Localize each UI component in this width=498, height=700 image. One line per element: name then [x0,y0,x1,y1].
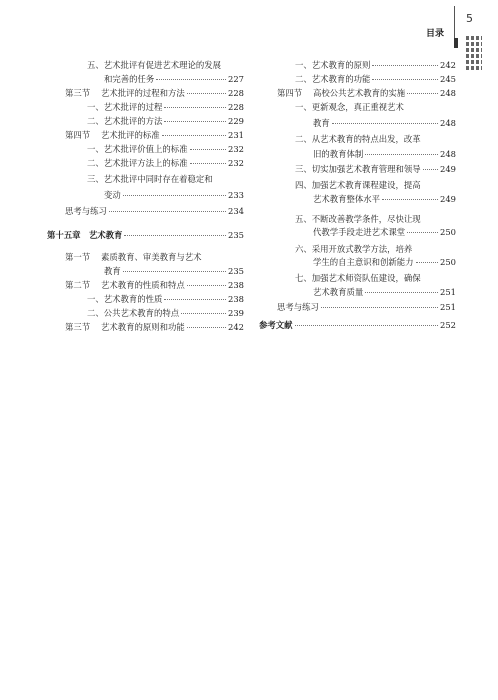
toc-chapter[interactable] [47,229,244,242]
toc-entry-title: 艺术教育质量 [313,287,364,297]
toc-entry[interactable] [295,73,456,86]
section-title: 艺术批评的标准 [101,130,160,140]
section-number: 第三节 [65,88,91,98]
dot-leader [109,211,226,212]
toc-page-number: 235 [228,230,244,240]
toc-page-number: 228 [228,102,244,112]
toc-entry[interactable] [87,101,244,114]
dot-leader [382,199,438,200]
header-rule [454,6,455,38]
header-bar [454,38,458,48]
toc-entry[interactable] [104,73,244,86]
toc-entry-title: 一、艺术教育的性质 [87,294,163,304]
toc-page-number: 248 [440,118,456,128]
toc-page-number: 234 [228,206,244,216]
toc-page-number: 239 [228,308,244,318]
dot-leader [164,299,226,300]
dot-leader [187,93,226,94]
toc-entry-title: 变动 [104,190,121,200]
dot-leader [407,232,438,233]
toc-entry[interactable] [313,256,456,269]
section-title: 艺术教育的性质和特点 [101,280,185,290]
toc-page-number: 248 [440,149,456,159]
toc-entry[interactable] [87,307,244,320]
page-number: 5 [466,12,473,25]
toc-entry[interactable] [295,59,456,72]
dot-leader [190,163,227,164]
toc-page-number: 227 [228,74,244,84]
section-title: 素质教育、审美教育与艺术 [101,252,202,262]
toc-page-number: 250 [440,257,456,267]
toc-page-number: 249 [440,164,456,174]
toc-entry-title: 二、艺术批评的方法 [87,116,163,126]
toc-entry[interactable] [277,301,456,314]
dot-leader [416,262,439,263]
toc-entry-title: 教育 [313,118,330,128]
dot-leader [162,135,226,136]
section-title: 高校公共艺术教育的实施 [313,88,406,98]
dot-leader [407,93,438,94]
dot-leader [187,285,226,286]
toc-entry[interactable] [87,293,244,306]
toc-page-number: 242 [228,322,244,332]
toc-section[interactable] [65,279,244,292]
section-title: 艺术批评的过程和方法 [101,88,185,98]
toc-section[interactable] [104,265,244,278]
toc-section[interactable] [65,129,244,142]
toc-entry-title: 思考与练习 [277,302,319,312]
toc-entry-title: 一、艺术批评价值上的标准 [87,144,188,154]
toc-page-number: 242 [440,60,456,70]
section-number: 第三节 [65,322,91,332]
chapter-title: 参考文献 [259,320,293,330]
toc-entry-line: 七、加强艺术师资队伍建设，确保 [295,273,421,283]
toc-entry[interactable] [313,286,456,299]
toc-entry-line: 二、从艺术教育的特点出发，改革 [295,134,421,144]
dot-leader [332,123,438,124]
dot-leader [365,292,438,293]
toc-page-number: 238 [228,280,244,290]
dot-leader [190,149,227,150]
toc-section[interactable] [65,321,244,334]
dot-leader [321,307,438,308]
page-title: 目录 [426,29,445,39]
toc-entry-line: 六、采用开放式教学方法，培养 [295,244,413,254]
dot-leader [372,79,438,80]
toc-entry[interactable] [313,226,456,239]
toc-page-number: 249 [440,194,456,204]
toc-entry-title: 一、艺术教育的原则 [295,60,371,70]
toc-entry[interactable] [87,115,244,128]
toc-entry-title: 思考与练习 [65,206,107,216]
toc-entry-title: 二、艺术批评方法上的标准 [87,158,188,168]
toc-entry-title: 二、公共艺术教育的特点 [87,308,180,318]
dot-leader [156,79,226,80]
toc-page-number: 232 [228,144,244,154]
section-number: 第一节 [65,252,91,262]
dot-leader [187,327,226,328]
toc-entry[interactable] [313,193,456,206]
toc-page-number: 233 [228,190,244,200]
toc-entry[interactable] [65,205,244,218]
toc-entry-title: 一、艺术批评的过程 [87,102,163,112]
dot-leader [164,107,226,108]
section-title: 教育 [104,266,121,276]
dot-leader [372,65,438,66]
toc-entry-title: 代教学手段走进艺术课堂 [313,227,406,237]
header-ornament [466,36,482,76]
toc-entry-title: 旧的教育体制 [313,149,364,159]
toc-entry-line: 三、艺术批评中同时存在着稳定和 [87,174,213,184]
toc-page-number: 245 [440,74,456,84]
toc-entry[interactable] [313,117,456,130]
section-number: 第二节 [65,280,91,290]
toc-page-number: 248 [440,88,456,98]
section-number: 第四节 [277,88,303,98]
toc-page-number: 228 [228,88,244,98]
dot-leader [164,121,226,122]
toc-page-number: 238 [228,294,244,304]
toc-entry[interactable] [104,189,244,202]
toc-entry[interactable] [87,143,244,156]
toc-section-line [65,251,202,264]
toc-section[interactable] [65,87,244,100]
dot-leader [124,235,226,236]
toc-entry-line: 五、不断改善教学条件，尽快让现 [295,214,421,224]
section-number: 第四节 [65,130,91,140]
toc-entry[interactable] [87,157,244,170]
dot-leader [365,154,438,155]
toc-entry-title: 二、艺术教育的功能 [295,74,371,84]
toc-page-number: 235 [228,266,244,276]
dot-leader [295,325,439,326]
toc-entry-title: 三、切实加强艺术教育管理和领导 [295,164,421,174]
toc-page-number: 251 [440,287,456,297]
toc-entry[interactable] [295,163,456,176]
toc-chapter[interactable] [259,319,456,332]
toc-entry-line: 一、更新观念，真正重视艺术 [295,102,404,112]
toc-entry-title: 学生的自主意识和创新能力 [313,257,414,267]
toc-page-number: 231 [228,130,244,140]
toc-page-number: 252 [440,320,456,330]
dot-leader [123,195,226,196]
toc-entry[interactable] [313,148,456,161]
toc-entry-line: 五、艺术批评有促进艺术理论的发展 [87,60,221,70]
toc-page-number: 251 [440,302,456,312]
chapter-title: 第十五章 艺术教育 [47,230,123,240]
toc-page-number: 229 [228,116,244,126]
toc-page-number: 232 [228,158,244,168]
toc-page-number: 250 [440,227,456,237]
section-title: 艺术教育的原则和功能 [101,322,185,332]
dot-leader [423,169,438,170]
dot-leader [123,271,226,272]
toc-entry-title: 和完善的任务 [104,74,155,84]
toc-entry-line: 四、加强艺术教育课程建设，提高 [295,180,421,190]
toc-section[interactable] [277,87,456,100]
toc-entry-title: 艺术教育整体水平 [313,194,380,204]
dot-leader [181,313,226,314]
